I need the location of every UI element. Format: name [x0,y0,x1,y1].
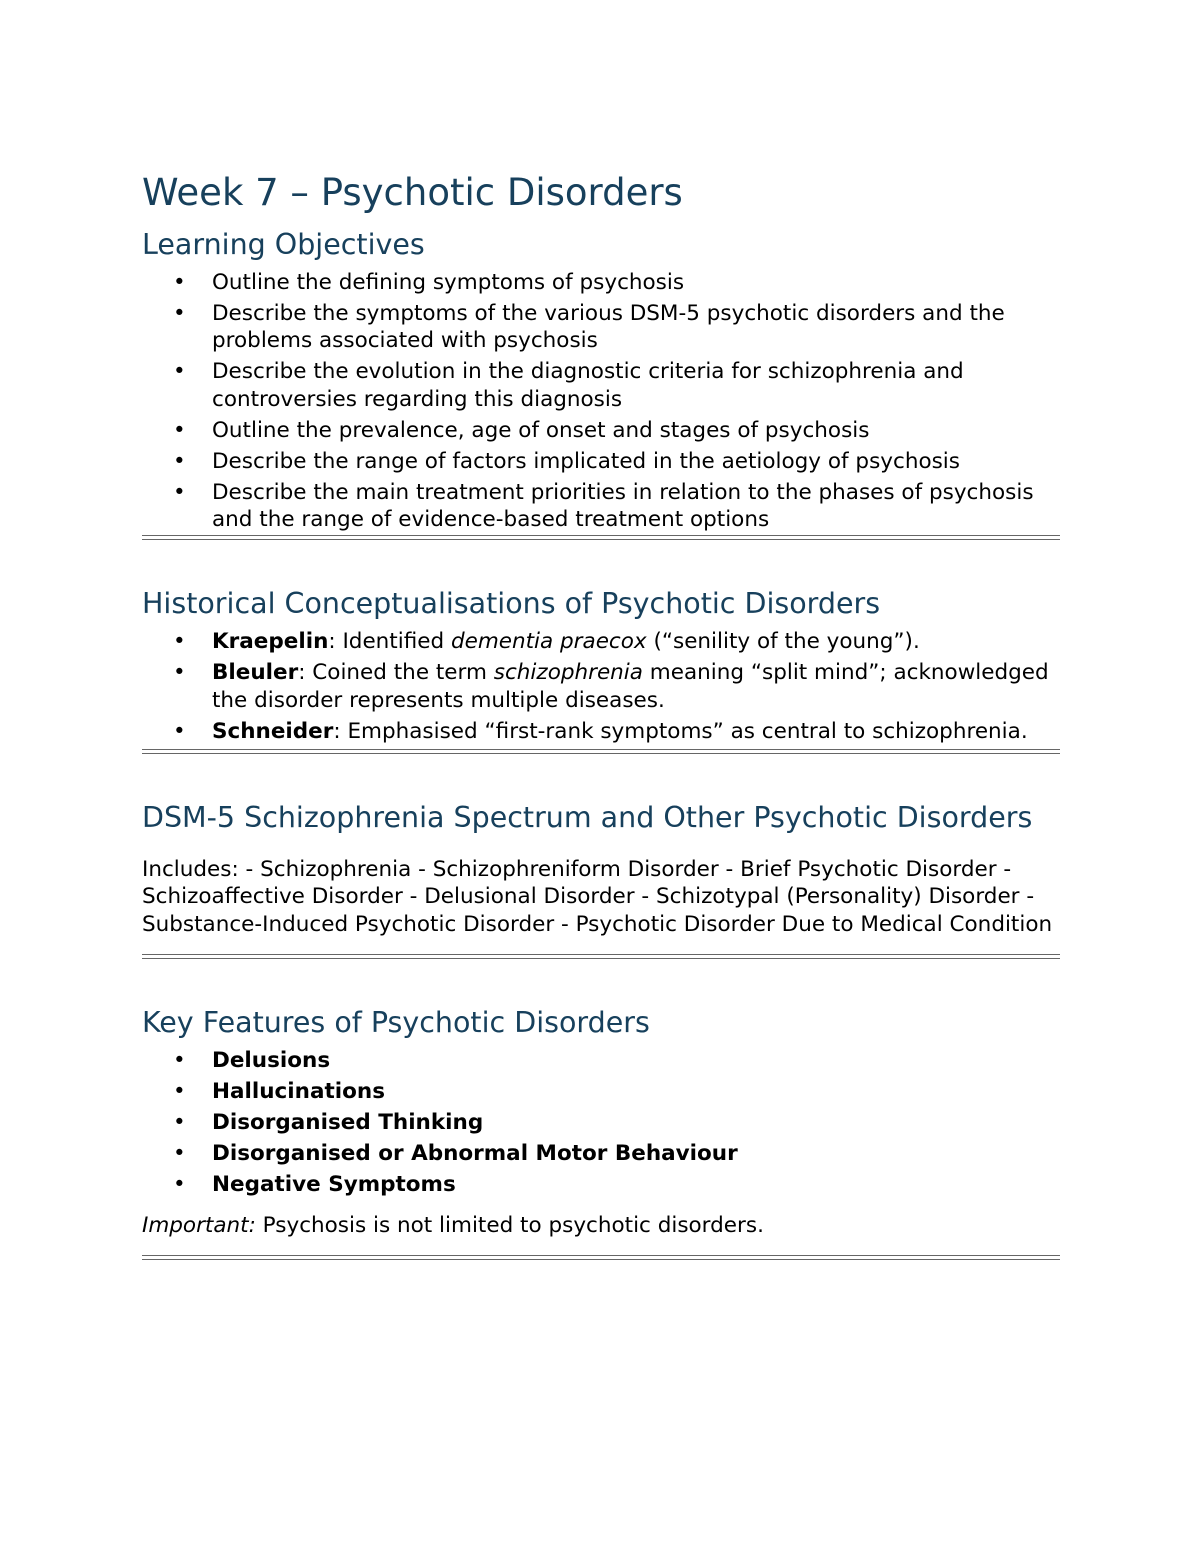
list-item-text: Describe the evolution in the diagnostic criteria for schizophrenia and controversies regarding this diagnosis [212,359,964,412]
list-item [142,718,1060,746]
section-heading: Historical Conceptualisations of Psychotic Disorders [142,587,881,621]
feature-name: Disorganised Thinking [212,1110,484,1136]
bullet-icon [173,269,186,297]
bullet-icon [173,448,186,476]
bullet-icon [173,417,186,445]
key-features-list [142,1047,1060,1199]
list-item [142,479,1060,534]
learning-objectives-section [142,227,1060,541]
list-item [142,417,1060,445]
document-page [142,172,1060,1260]
important-label: Important: [142,1212,256,1238]
historical-list [142,628,1060,745]
section-divider [142,535,1060,540]
list-item-text: : Identified [328,629,451,655]
important-note [142,1212,1060,1240]
list-item [142,659,1060,714]
list-item [142,1171,1060,1199]
bullet-icon [173,628,186,656]
bullet-icon [173,1109,186,1137]
list-item [142,628,1060,656]
key-features-section [142,1005,1060,1260]
list-item [142,300,1060,355]
term: dementia praecox [450,629,647,655]
includes-paragraph: Includes: - Schizophrenia - Schizophreniform Disorder - Brief Psychotic Disorder - Schizoaffective Disorder - Delusional Disorder - Schizotypal (Personality) Disorder - Substance-Induced Psychotic Disorder - Psychotic Disorder Due to Medical Condition [142,856,1053,937]
person-name: Kraepelin [212,629,329,655]
list-item-text: (“senility of the young”). [646,629,920,655]
person-name: Schneider [212,718,334,744]
bullet-icon [173,1078,186,1106]
list-item [142,448,1060,476]
list-item [142,1140,1060,1168]
list-item [142,1078,1060,1106]
person-name: Bleuler [212,660,299,686]
list-item [142,1109,1060,1137]
bullet-icon [173,1171,186,1199]
historical-section [142,586,1060,754]
bullet-icon [173,358,186,386]
list-item-text: Describe the main treatment priorities in relation to the phases of psychosis and the range of evidence-based treatment options [212,479,1034,533]
term: schizophrenia [493,660,643,686]
feature-name: Disorganised or Abnormal Motor Behaviour [212,1141,738,1167]
list-item-text: : Coined the term [298,660,494,686]
feature-name: Delusions [212,1048,331,1074]
bullet-icon [173,718,186,746]
section-heading: DSM-5 Schizophrenia Spectrum and Other Psychotic Disorders [142,800,1033,834]
list-item-text: Describe the symptoms of the various DSM-5 psychotic disorders and the problems associated with psychosis [212,300,1005,354]
dsm5-section [142,800,1060,960]
important-text: Psychosis is not limited to psychotic disorders. [255,1212,764,1238]
section-divider [142,1255,1060,1260]
list-item [142,1047,1060,1075]
list-item-text: : Emphasised “first-rank symptoms” as central to schizophrenia. [333,718,1028,744]
list-item [142,358,1060,413]
feature-name: Hallucinations [212,1079,385,1105]
bullet-icon [173,1047,186,1075]
page-title: Week 7 – Psychotic Disorders [142,171,683,214]
list-item-text: Describe the range of factors implicated in the aetiology of psychosis [212,448,960,474]
section-heading: Key Features of Psychotic Disorders [142,1006,650,1040]
list-item-text: meaning “split mind”; acknowledged the disorder represents multiple diseases. [212,660,1049,713]
list-item [142,269,1060,297]
feature-name: Negative Symptoms [212,1172,456,1198]
section-divider [142,749,1060,754]
learning-objectives-list [142,269,1060,534]
section-heading: Learning Objectives [142,227,425,261]
bullet-icon [173,1140,186,1168]
bullet-icon [173,479,186,507]
section-divider [142,954,1060,959]
list-item-text: Outline the prevalence, age of onset and stages of psychosis [212,417,870,443]
list-item-text: Outline the defining symptoms of psychosis [212,269,685,295]
bullet-icon [173,659,186,687]
bullet-icon [173,300,186,328]
